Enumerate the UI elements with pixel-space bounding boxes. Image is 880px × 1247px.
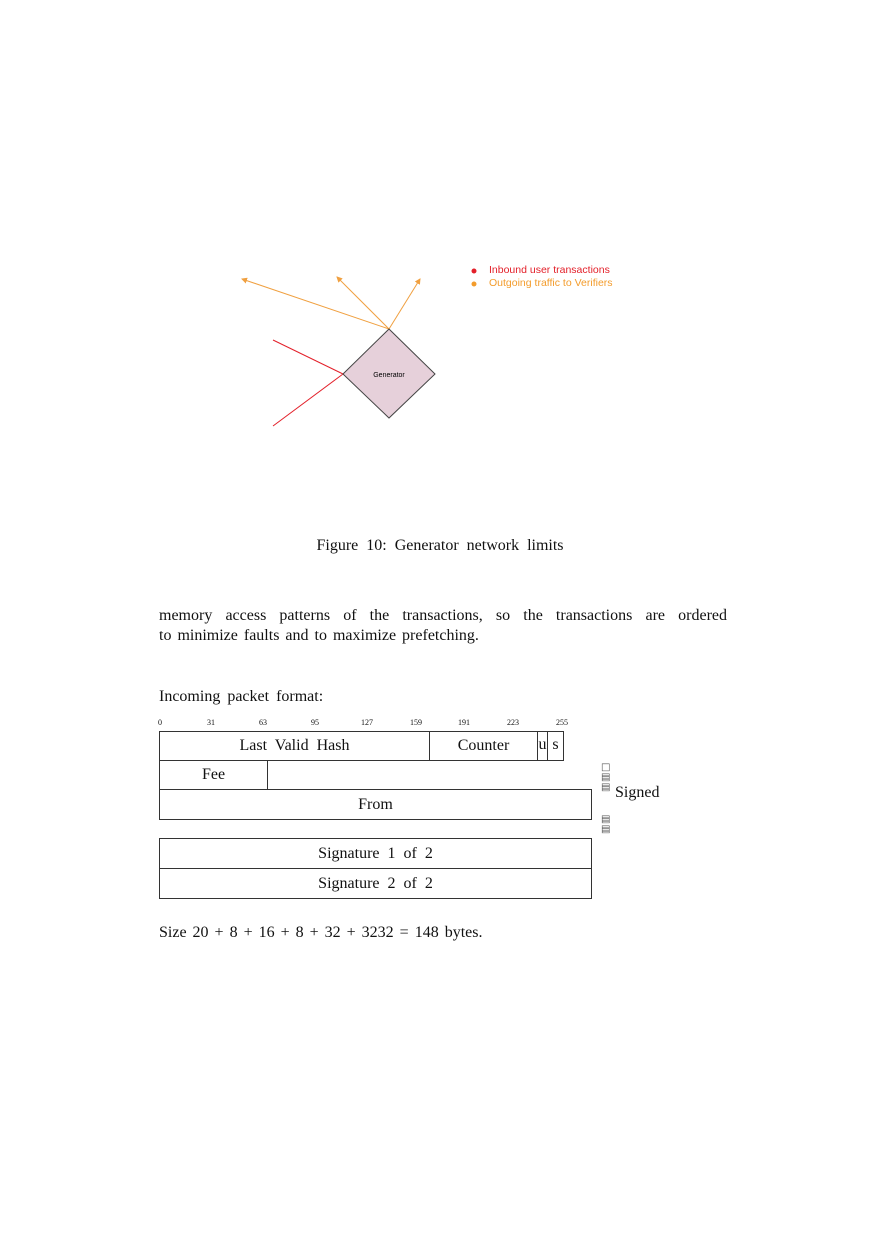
bit-label: 63 (259, 718, 267, 727)
bit-label: 191 (458, 718, 470, 727)
bit-label: 223 (507, 718, 519, 727)
signed-brace-top: □ ▤ ▤ (601, 762, 611, 793)
field-signature-2: Signature 2 of 2 (159, 868, 592, 899)
field-u: u (537, 731, 548, 761)
bit-label: 0 (158, 718, 162, 727)
field-counter: Counter (429, 731, 538, 761)
body-paragraph (159, 606, 727, 646)
bit-label: 95 (311, 718, 319, 727)
paragraph-line-2: to minimize faults and to maximize prefetching. (159, 627, 479, 644)
paragraph-line-1: memory access patterns of the transactions, so the transactions are ordered (159, 607, 727, 624)
legend-inbound-label: Inbound user transactions (489, 264, 610, 276)
field-from: From (159, 789, 592, 820)
generator-label: Generator (373, 372, 405, 379)
packet-format-heading: Incoming packet format: (159, 688, 324, 705)
outgoing-arrow-left (242, 279, 389, 329)
figure-caption: Figure 10: Generator network limits (316, 537, 564, 554)
field-signature-1: Signature 1 of 2 (159, 838, 592, 869)
field-fee: Fee (159, 760, 268, 790)
packet-size-line: Size 20 + 8 + 16 + 8 + 32 + 3232 = 148 bytes. (159, 924, 483, 941)
outgoing-arrow-middle (337, 277, 389, 329)
bit-label: 31 (207, 718, 215, 727)
outgoing-arrow-right (389, 279, 420, 329)
inbound-line-lower (273, 374, 343, 426)
bit-label: 127 (361, 718, 373, 727)
legend-outgoing-label: Outgoing traffic to Verifiers (489, 277, 613, 289)
signed-brace-bottom: ▤ ▤ (601, 814, 611, 835)
legend-dot-outgoing (472, 282, 477, 287)
inbound-line-upper (273, 340, 343, 374)
bit-label: 159 (410, 718, 422, 727)
field-s: s (547, 731, 564, 761)
legend-dot-inbound (472, 269, 477, 274)
generator-network-diagram (0, 0, 880, 520)
signed-label: Signed (615, 784, 660, 801)
field-last-valid-hash: Last Valid Hash (159, 731, 430, 761)
bit-label: 255 (556, 718, 568, 727)
